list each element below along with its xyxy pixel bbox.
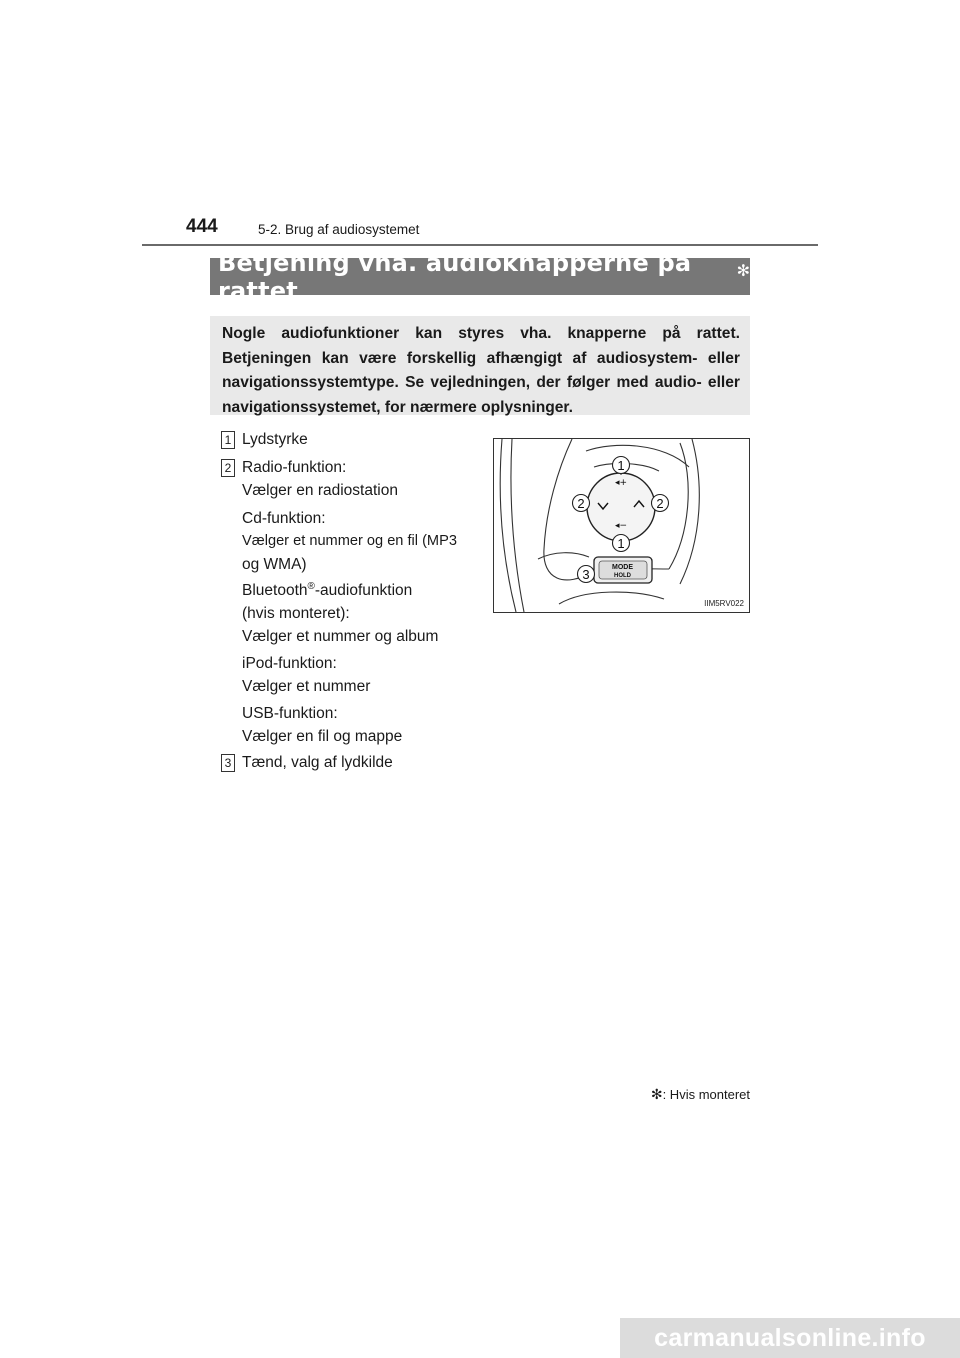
- item-number: 3: [221, 754, 235, 772]
- item-line: Vælger en fil og mappe: [242, 728, 403, 745]
- volume-down-icon: ◂−: [615, 521, 628, 531]
- asterisk-icon: ✻: [650, 1086, 663, 1102]
- callout-3: [578, 566, 595, 583]
- footnote: [651, 1086, 750, 1103]
- item-line: (hvis monteret):: [242, 605, 350, 622]
- figure-code: IIM5RV022: [704, 599, 744, 608]
- page-title: Betjening vha. audioknapperne på rattet: [218, 248, 692, 305]
- item-line: Cd-funktion:: [242, 510, 326, 527]
- watermark: carmanualsonline.info: [620, 1318, 960, 1358]
- item-line: iPod-funktion:: [242, 655, 337, 672]
- mode-label: MODE: [612, 564, 633, 571]
- item-line: USB-funktion:: [242, 705, 338, 722]
- section-title: 5-2. Brug af audiosystemet: [258, 222, 420, 237]
- svg-text:1: 1: [617, 458, 625, 473]
- registered-mark: ®: [307, 580, 315, 592]
- callout-2-right: [652, 495, 669, 512]
- volume-up-icon: ◂+: [615, 478, 628, 488]
- item-number: 1: [221, 431, 235, 449]
- steering-wheel-illustration: [494, 439, 749, 612]
- callout-2-left: [573, 495, 590, 512]
- svg-text:2: 2: [577, 496, 585, 511]
- item-text: Lydstyrke: [242, 431, 308, 448]
- bluetooth-word: Bluetooth: [242, 582, 308, 599]
- asterisk-icon: ✻: [736, 263, 750, 280]
- page-number: 444: [186, 216, 218, 237]
- intro-box: Nogle audiofunktioner kan styres vha. knapperne på rattet. Betjeningen kan være forskellig afhængigt af audiosystem- eller navigationssystemtype. Se vejledningen, der følger med audio- eller navigationssystemet, for nærmere oplysninger.: [210, 316, 750, 415]
- hold-label: HOLD: [614, 573, 631, 579]
- bluetooth-suffix: -audiofunktion: [314, 582, 413, 599]
- callout-1-bottom: [613, 535, 630, 552]
- header-rule: [142, 244, 818, 246]
- item-text: Radio-funktion:: [242, 459, 347, 476]
- item-line: og WMA): [242, 556, 307, 573]
- svg-text:3: 3: [582, 567, 590, 582]
- item-line: [242, 579, 412, 602]
- item-line: Vælger et nummer og album: [242, 628, 439, 645]
- item-line: Vælger en radiostation: [242, 482, 398, 499]
- svg-text:2: 2: [656, 496, 664, 511]
- item-text: Tænd, valg af lydkilde: [242, 754, 393, 771]
- svg-text:1: 1: [617, 536, 625, 551]
- steering-wheel-figure: [493, 438, 750, 613]
- item-number: 2: [221, 459, 235, 477]
- title-bar: [210, 248, 750, 305]
- item-line: Vælger et nummer: [242, 678, 371, 695]
- callout-1-top: [613, 457, 630, 474]
- footnote-text: : Hvis monteret: [662, 1087, 750, 1102]
- item-line: Vælger et nummer og en fil (MP3: [242, 533, 457, 549]
